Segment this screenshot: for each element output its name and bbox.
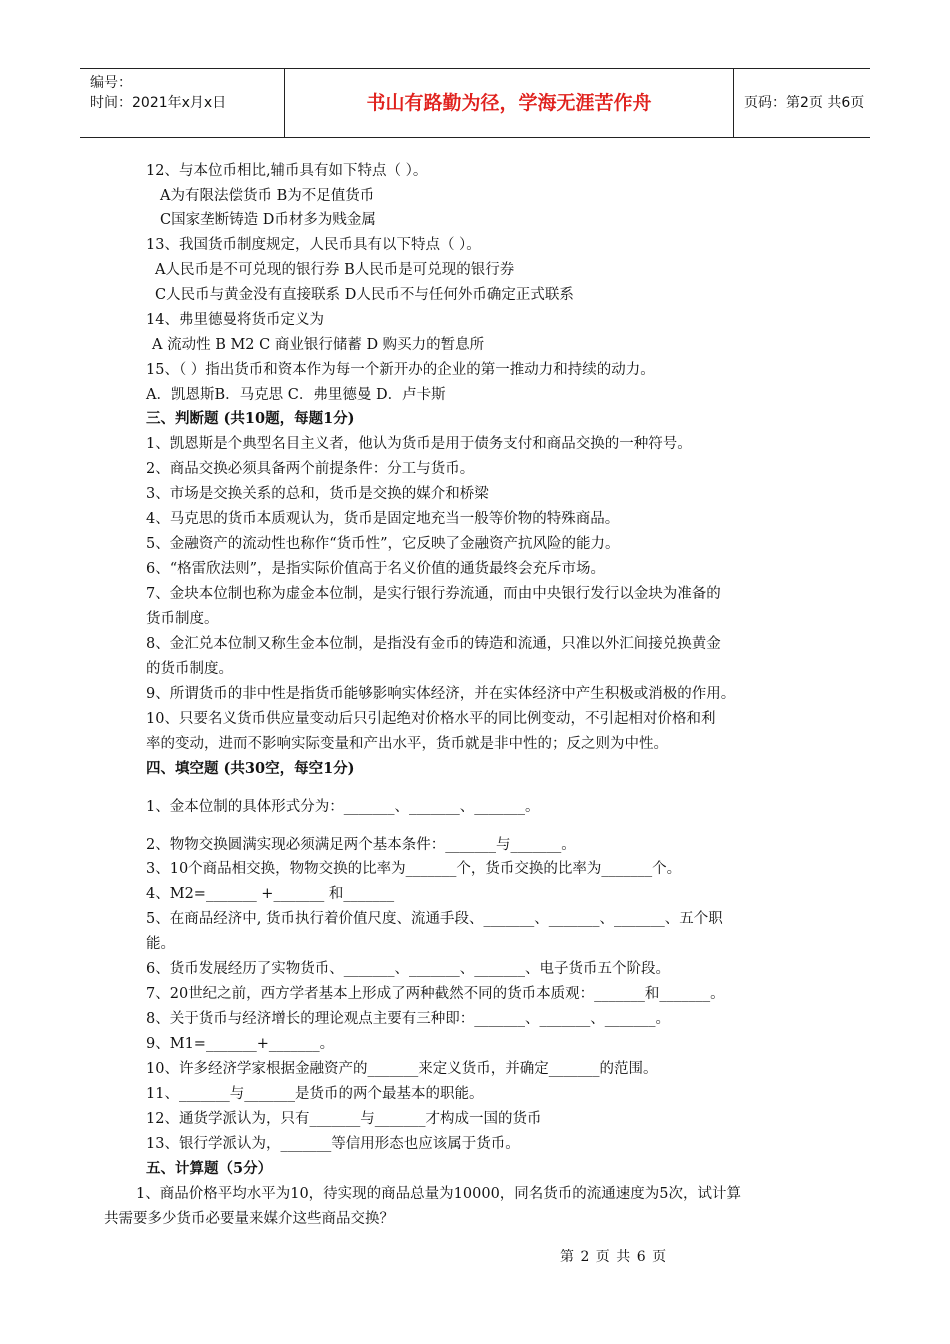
option-line: A．凯恩斯B．马克思 C．弗里德曼 D．卢卡斯 [146, 387, 446, 403]
section-heading-fill-in: 四、填空题 (共30空，每空1分) [146, 760, 355, 777]
page-header [80, 68, 870, 138]
question-line: 3、10个商品相交换，物物交换的比率为_______个，货币交换的比率为_______个。 [146, 861, 682, 877]
option-line: A 流动性 B M2 C 商业银行储蓄 D 购买力的暂息所 [152, 337, 485, 353]
question-line-continued: 能。 [146, 936, 175, 952]
question-line-continued: 的货币制度。 [146, 661, 233, 677]
question-line: 1、凯恩斯是个典型名目主义者，他认为货币是用于债务支付和商品交换的一种符号。 [146, 436, 692, 452]
header-page-label: 页码：第2页 共6页 [744, 95, 865, 111]
question-line: 6、货币发展经历了实物货币、_______、_______、_______、电子货币五个阶段。 [146, 961, 670, 977]
question-line: 2、商品交换必须具备两个前提条件：分工与货币。 [146, 461, 475, 477]
option-line: C国家垄断铸造 D币材多为贱金属 [160, 212, 376, 228]
section-heading-calculation: 五、计算题（5分） [146, 1160, 273, 1177]
question-line-continued: 货币制度。 [146, 611, 219, 627]
document-number-label: 编号： [90, 75, 132, 91]
question-line: 8、金汇兑本位制又称生金本位制，是指没有金币的铸造和流通，只准以外汇间接兑换黄金 [146, 636, 721, 652]
document-time-label: 时间：2021年x月x日 [90, 95, 227, 111]
page-footer: 第 2 页 共 6 页 [560, 1249, 668, 1265]
option-line: C人民币与黄金没有直接联系 D人民币不与任何外币确定正式联系 [155, 287, 574, 303]
question-line: 15、（ ）指出货币和资本作为每一个新开办的企业的第一推动力和持续的动力。 [146, 362, 655, 378]
question-line: 1、商品价格平均水平为10，待实现的商品总量为10000，同名货币的流通速度为5次，试计算 [136, 1186, 742, 1202]
question-line: 10、许多经济学家根据金融资产的_______来定义货币，并确定_______的范围。 [146, 1061, 658, 1077]
question-line: 14、弗里德曼将货币定义为 [146, 312, 324, 328]
section-heading-judgement: 三、判断题 (共10题，每题1分) [146, 410, 355, 427]
question-line: 10、只要名义货币供应量变动后只引起绝对价格水平的同比例变动，不引起相对价格和利 [146, 711, 716, 727]
question-line: 2、物物交换圆满实现必须满足两个基本条件：_______与_______。 [146, 837, 576, 853]
question-line: 7、金块本位制也称为虚金本位制，是实行银行券流通，而由中央银行发行以金块为准备的 [146, 586, 721, 602]
question-line: 7、20世纪之前，西方学者基本上形成了两种截然不同的货币本质观：_______和_______。 [146, 986, 725, 1002]
question-line: 8、关于货币与经济增长的理论观点主要有三种即：_______、_______、_______。 [146, 1011, 670, 1027]
question-line: 4、M2=_______ +_______ 和_______ [146, 886, 395, 902]
question-line: 13、我国货币制度规定，人民币具有以下特点（ ）。 [146, 237, 481, 253]
question-line: 5、在商品经济中, 货币执行着价值尺度、流通手段、_______、_______、_______、五个职 [146, 911, 723, 927]
question-line: 3、市场是交换关系的总和，货币是交换的媒介和桥梁 [146, 486, 489, 502]
question-line: 12、通货学派认为，只有_______与_______才构成一国的货币 [146, 1111, 542, 1127]
question-line: 5、金融资产的流动性也称作“货币性”，它反映了金融资产抗风险的能力。 [146, 536, 620, 552]
option-line: A为有限法偿货币 B为不足值货币 [160, 188, 375, 204]
question-line: 1、金本位制的具体形式分为：_______、_______、_______。 [146, 799, 540, 815]
question-line: 13、银行学派认为，_______等信用形态也应该属于货币。 [146, 1136, 520, 1152]
header-motto: 书山有路勤为径，学海无涯苦作舟 [284, 69, 734, 137]
option-line: A人民币是不可兑现的银行券 B人民币是可兑现的银行券 [155, 262, 515, 278]
question-line: 4、马克思的货币本质观认为，货币是固定地充当一般等价物的特殊商品。 [146, 511, 620, 527]
header-meta [80, 69, 284, 137]
question-line: 9、所谓货币的非中性是指货币能够影响实体经济，并在实体经济中产生积极或消极的作用。 [146, 686, 736, 702]
question-line: 9、M1=_______+_______。 [146, 1036, 335, 1052]
question-line-continued: 共需要多少货币必要量来媒介这些商品交换？ [104, 1211, 394, 1227]
question-line: 6、“格雷欣法则”，是指实际价值高于名义价值的通货最终会充斥市场。 [146, 561, 606, 577]
question-line: 11、_______与_______是货币的两个最基本的职能。 [146, 1086, 484, 1102]
question-line-continued: 率的变动，进而不影响实际变量和产出水平，货币就是非中性的；反之则为中性。 [146, 736, 668, 752]
question-line: 12、与本位币相比,辅币具有如下特点（ ）。 [146, 163, 428, 179]
